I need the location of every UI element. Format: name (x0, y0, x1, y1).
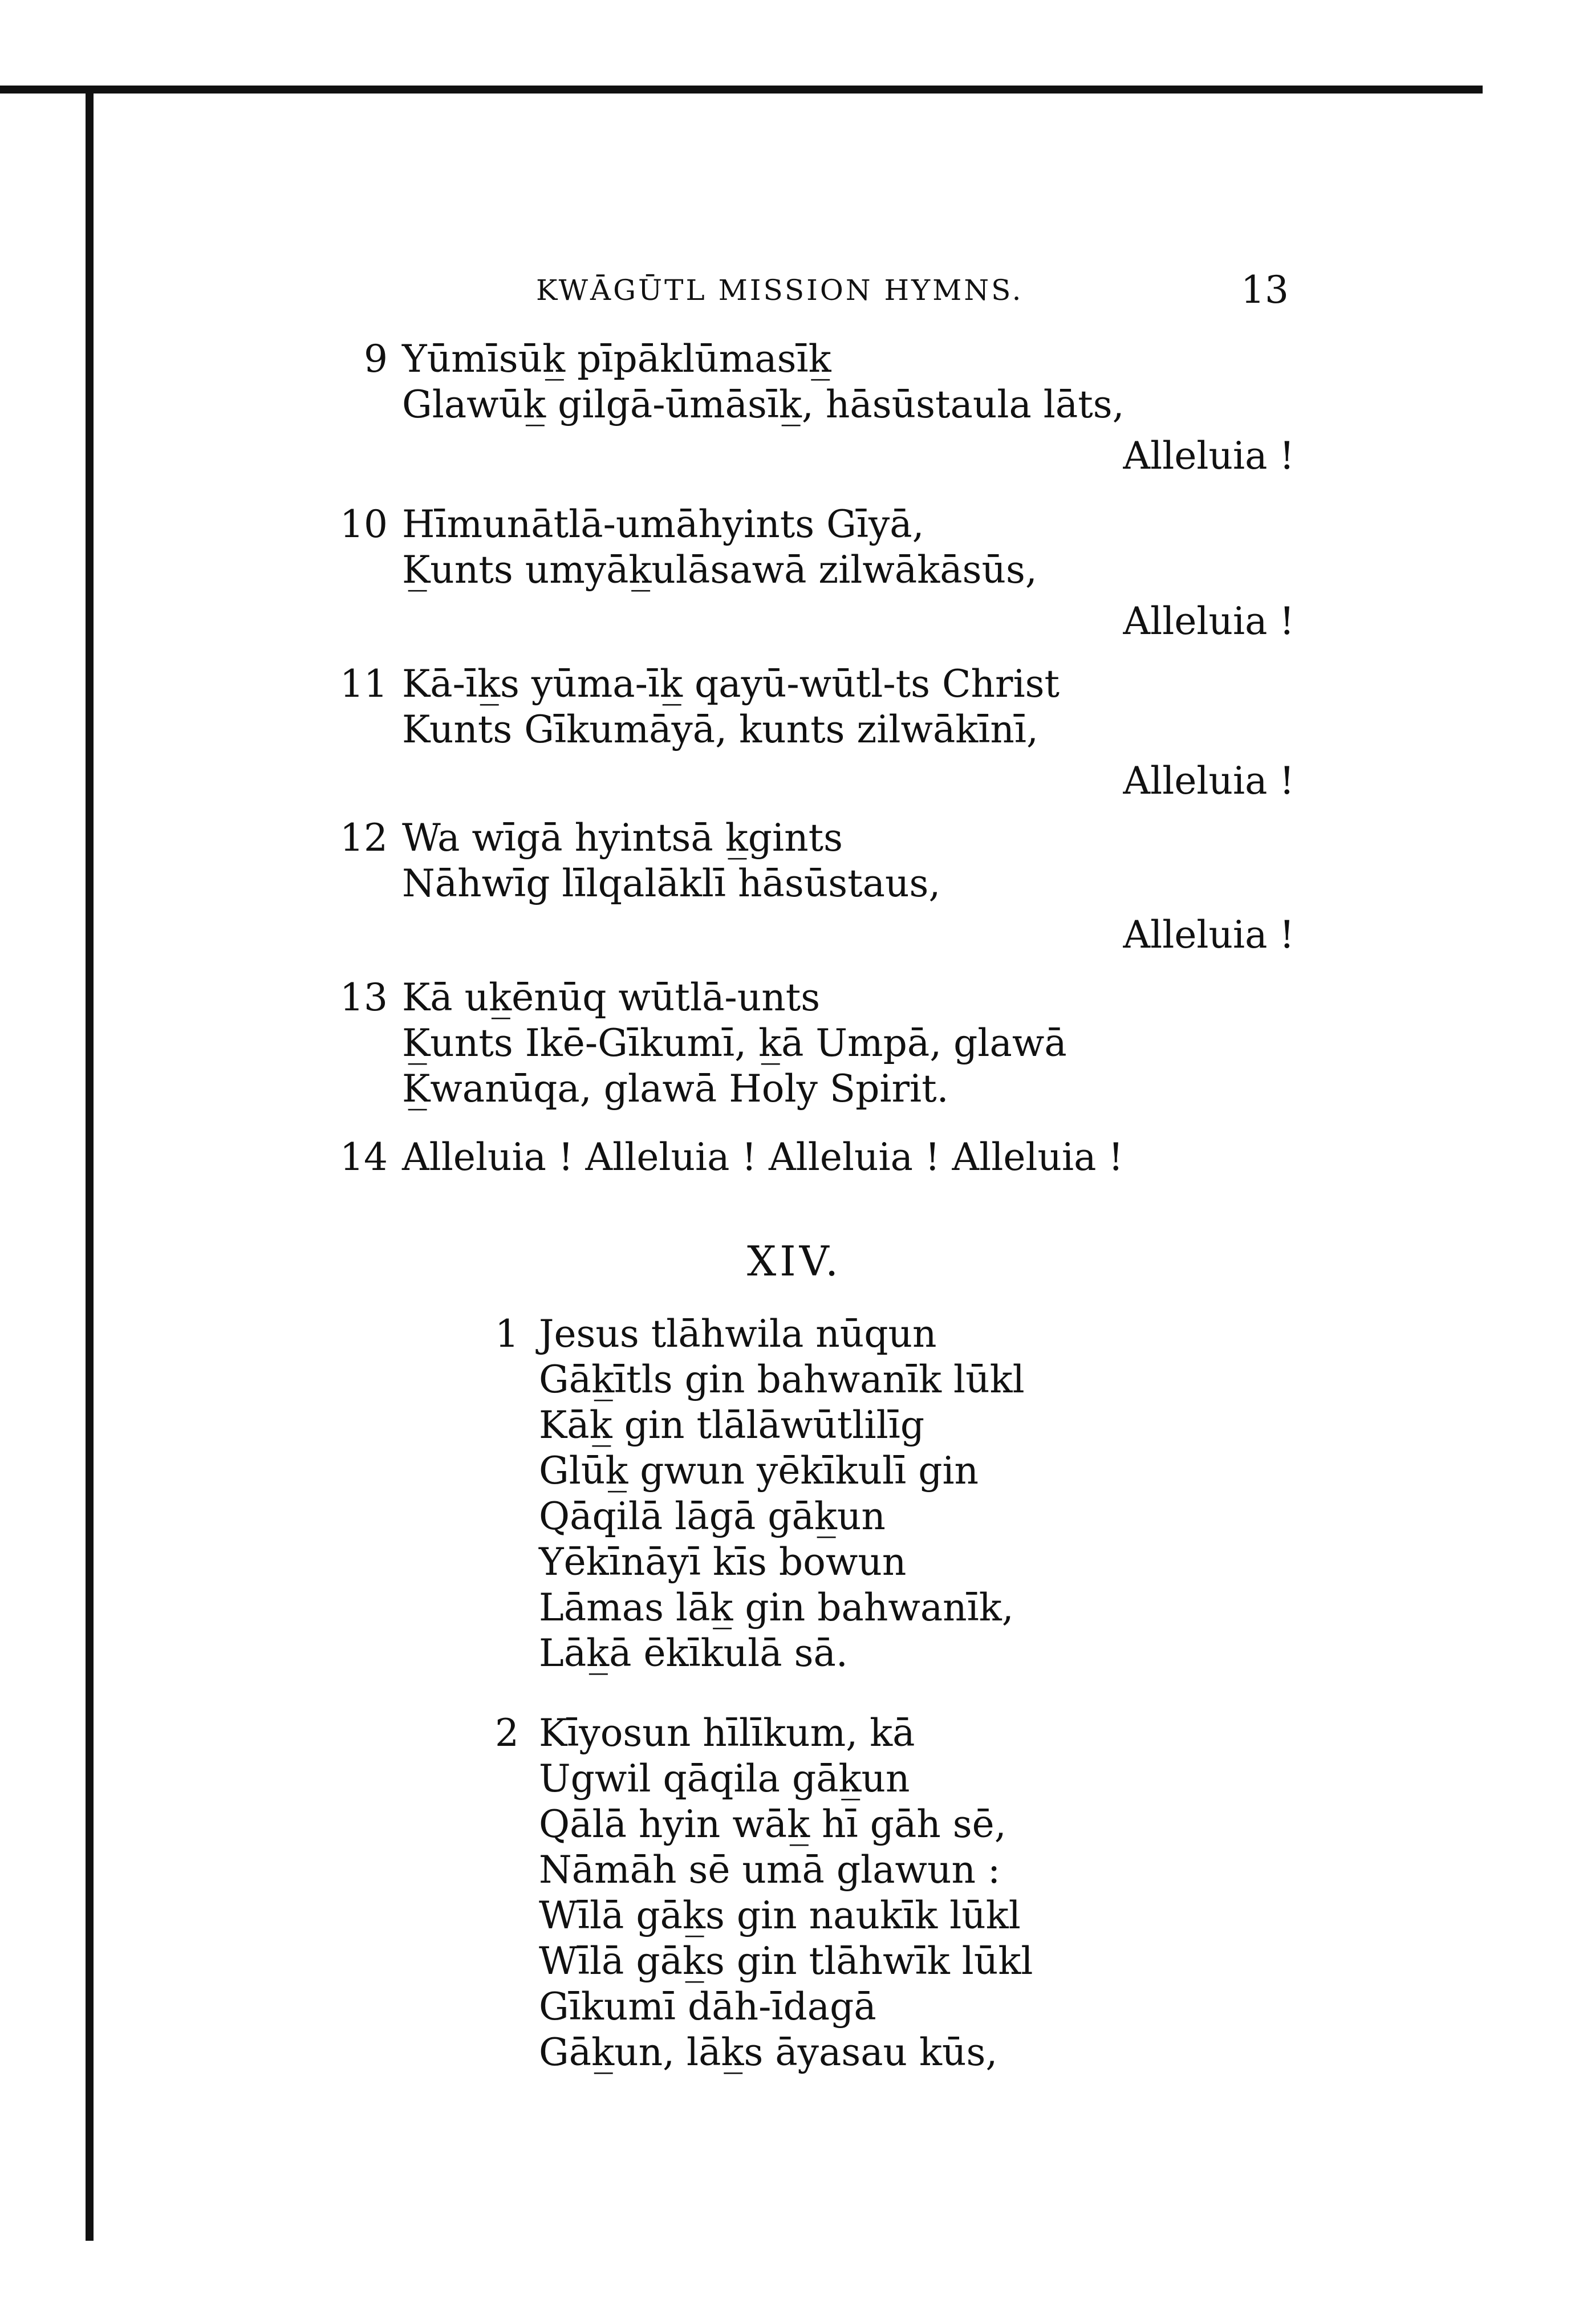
stanza-line: Ugwil qāqila gāk̲un (539, 1757, 910, 1801)
verse-lines (402, 661, 1060, 753)
page-left-rule (86, 86, 94, 2241)
stanza-line: Wīlā gāk̲s gin tlāhwīk lūkl (539, 1939, 1033, 1983)
verse-line: Kunts Gīkumāyā, kunts zilwākīnī, (402, 708, 1039, 751)
stanza-line: Lāk̲ā ēkīkulā sā. (539, 1631, 848, 1675)
running-title: KWĀGŪTL MISSION HYMNS. (536, 274, 1024, 307)
page-header (536, 268, 1289, 319)
stanza-number: 1 (495, 1312, 519, 1356)
verse-number: 12 (340, 816, 388, 860)
verse-lines (402, 815, 940, 907)
verse-lines (402, 1135, 1123, 1180)
stanza-line: Lāmas lāk̲ gin bahwanīk, (539, 1586, 1014, 1630)
stanza-line: Nāmāh sē umā glawun : (539, 1848, 1001, 1892)
stanza-line: Gāk̲un, lāk̲s āyasau kūs, (539, 2030, 998, 2074)
verse-line: Nāhwīg līlqalāklī hāsūstaus, (402, 862, 941, 905)
refrain: Alleluia ! (1123, 599, 1294, 643)
stanza-lines (539, 1311, 1025, 1676)
stanza-line: Yēkīnāyī kīs bowun (539, 1540, 907, 1584)
verse-line: Kā-īk̲s yūma-īk̲ qayū-wūtl-ts Christ (402, 662, 1060, 706)
stanza-line: Qālā hyin wāk̲ hī gāh sē, (539, 1802, 1006, 1846)
stanza-number: 2 (495, 1711, 519, 1755)
verse-12 (325, 815, 1294, 958)
refrain: Alleluia ! (1123, 913, 1294, 957)
verse-number: 9 (364, 337, 388, 381)
stanza-line: Kāk̲ gin tlālāwūtlilīg (539, 1403, 925, 1447)
stanza-line: Wīlā gāk̲s gin naukīk lūkl (539, 1894, 1021, 1937)
verse-10 (325, 502, 1294, 644)
verse-11 (325, 661, 1294, 804)
stanza-line: Gīkumī dāh-īdagā (539, 1985, 876, 2029)
verse-line: Yūmīsūk̲ pīpāklūmasīk̲ (402, 337, 831, 381)
stanza-1 (485, 1311, 1169, 1688)
verse-lines (402, 502, 1037, 593)
verse-number: 10 (340, 502, 388, 546)
refrain: Alleluia ! (1123, 759, 1294, 803)
stanza-line: Glūk̲ gwun yēkīkulī gin (539, 1449, 979, 1493)
verse-number: 13 (340, 976, 388, 1019)
page-top-rule (0, 86, 1483, 94)
hymn-number: XIV. (747, 1237, 842, 1285)
verse-number: 11 (340, 662, 388, 706)
page-number: 13 (1241, 268, 1289, 312)
verse-line: Hīmunātlā-umāhyints Gīyā, (402, 502, 924, 546)
stanza-line: Kīyosun hīlīkum, kā (539, 1711, 915, 1755)
verse-9 (325, 336, 1294, 479)
verse-line: Kā uk̲ēnūq wūtlā-unts (402, 976, 821, 1019)
stanza-line: Jesus tlāhwila nūqun (539, 1312, 937, 1356)
verse-line: Wa wīgā hyintsā k̲gints (402, 816, 843, 860)
verse-lines (402, 975, 1067, 1112)
stanza-2 (485, 1711, 1169, 2087)
stanza-line: Qāqilā lāgā gāk̲un (539, 1494, 886, 1538)
verse-lines (402, 336, 1125, 428)
stanza-lines (539, 1711, 1033, 2075)
verse-14 (325, 1135, 1294, 1186)
stanza-line: Gāk̲ītls gin bahwanīk lūkl (539, 1358, 1025, 1401)
verse-line: Glawūk̲ gilgā-ūmāsīk̲, hāsūstaula lāts, (402, 383, 1125, 426)
verse-line: Alleluia ! Alleluia ! Alleluia ! Alleluia ! (402, 1135, 1123, 1179)
verse-number: 14 (340, 1135, 388, 1179)
verse-line: K̲unts umyāk̲ulāsawā zilwākāsūs, (402, 548, 1037, 592)
verse-line: K̲unts Ikē-Gīkumī, k̲ā Umpā, glawā (402, 1021, 1067, 1065)
verse-13 (325, 975, 1294, 1118)
verse-line: K̲wanūqa, glawā Holy Spirit. (402, 1067, 949, 1111)
refrain: Alleluia ! (1123, 434, 1294, 478)
